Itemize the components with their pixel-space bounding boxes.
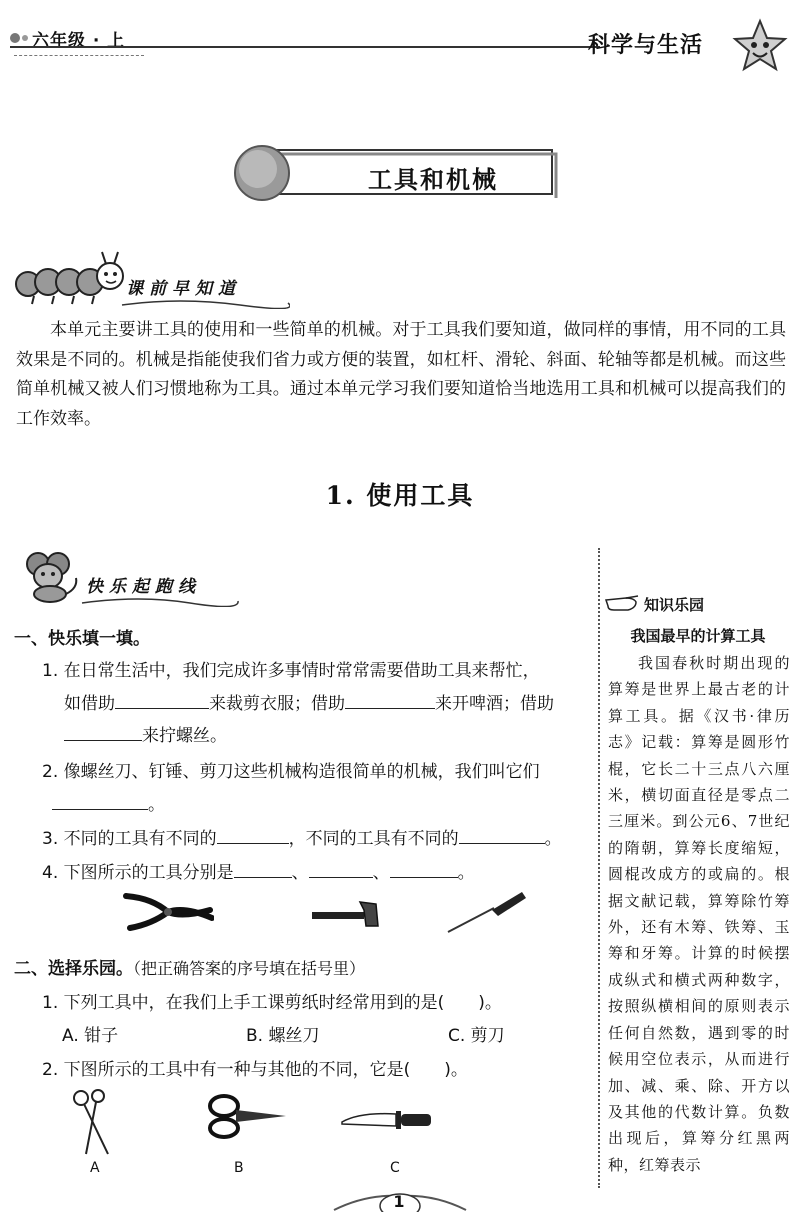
answer-blank[interactable] — [115, 690, 209, 709]
page-number: 1 — [393, 1192, 405, 1211]
choice-question-1: 1. 下列工具中，在我们上手工课剪纸时经常用到的是( )。 — [42, 993, 502, 1013]
question-text: 1. 在日常生活中，我们完成许多事情时常常需要借助工具来帮忙， — [42, 661, 540, 681]
header-dashed-rule — [14, 55, 144, 56]
section2-heading — [14, 954, 365, 979]
question-text: 。 — [457, 863, 475, 883]
question-2-line2 — [52, 790, 165, 815]
image-label-c: C — [390, 1160, 400, 1176]
grade-label: 六年级 · 上 — [32, 31, 126, 51]
answer-blank[interactable] — [309, 859, 373, 878]
pointing-hand-icon — [604, 592, 640, 618]
question-1-line1 — [42, 656, 540, 681]
section2-title: 二、选择乐园。 — [14, 959, 133, 979]
mouse-icon — [18, 548, 82, 608]
surgical-scissors-icon — [70, 1088, 116, 1162]
section1-heading: 一、快乐填一填。 — [14, 629, 150, 649]
answer-blank[interactable] — [345, 690, 435, 709]
question-text: 3. 不同的工具有不同的 — [42, 829, 217, 849]
image-label-a: A — [90, 1160, 100, 1176]
image-label-b: B — [234, 1160, 244, 1176]
choice-option-a[interactable]: A. 钳子 — [62, 1026, 119, 1046]
knowledge-corner-heading: 知识乐园 — [644, 596, 705, 614]
preview-banner: 课前早知道 — [126, 279, 241, 299]
choice-question-2: 2. 下图所示的工具中有一种与其他的不同，它是( )。 — [42, 1060, 468, 1080]
question-text: ，不同的工具有不同的 — [288, 829, 459, 849]
question-text: 、 — [372, 863, 390, 883]
answer-blank[interactable] — [234, 859, 292, 878]
star-mascot-icon — [732, 18, 788, 74]
answer-blank[interactable] — [52, 791, 148, 810]
question-1-line2 — [64, 689, 554, 714]
question-text: 来裁剪衣服；借助 — [209, 694, 345, 714]
answer-blank[interactable] — [390, 859, 458, 878]
answer-blank[interactable] — [459, 825, 545, 844]
question-text: 来拧螺丝。 — [142, 726, 227, 746]
question-text: 。 — [148, 795, 165, 815]
question-text: 、 — [291, 863, 309, 883]
question-1-line3 — [64, 721, 227, 746]
question-text: 。 — [544, 829, 562, 849]
column-separator — [598, 548, 600, 1188]
sidebar-article-text: 我国春秋时期出现的算筹是世界上最古老的计算工具。据《汉书·律历志》记载：算筹是圆形竹棍，它长二十三点八六厘米，横切面直径是零点二三厘米。到公元6、7世纪的隋朝，算筹长度缩短，圆棍改成方的或扁的。根据文献记载，算筹除竹筹外，还有木筹、铁筹、玉筹和牙筹。计算的时候摆成纵式和横式两种数字，按照纵横相间的原则表示任何自然数，遇到零的时候用空位表示，从而进行加、减、乘、除、开方以及其他的代数计算。负数出现后，算筹分红黑两种，红筹表示 — [608, 654, 790, 1174]
lesson-title: 1. 使用工具 — [325, 481, 475, 510]
hammer-icon — [310, 896, 380, 936]
unit-title: 工具和机械 — [368, 166, 498, 194]
answer-blank[interactable] — [217, 825, 289, 844]
sidebar-article-title: 我国最早的计算工具 — [630, 627, 766, 645]
preview-text: 本单元主要讲工具的使用和一些简单的机械。对于工具我们要知道，做同样的事情，用不同的工具效果是不同的。机械是指能使我们省力或方便的装置，如杠杆、滑轮、斜面、轮轴等都是机械。而这些简单机械又被人们习惯地称为工具。通过本单元学习我们要知道恰当地选用工具和机械可以提高我们的工作效率。 — [16, 320, 786, 429]
question-2-line1 — [42, 757, 540, 782]
practice-banner: 快乐起跑线 — [86, 577, 201, 597]
answer-blank[interactable] — [64, 722, 142, 741]
screwdriver-icon — [444, 888, 528, 940]
banner-underline — [80, 592, 240, 611]
caterpillar-icon — [14, 248, 124, 312]
choice-option-c[interactable]: C. 剪刀 — [448, 1026, 505, 1046]
question-4 — [42, 858, 475, 883]
question-text: 4. 下图所示的工具分别是 — [42, 863, 234, 883]
banner-underline — [120, 294, 290, 313]
header-rule — [10, 46, 600, 48]
section2-note: （把正确答案的序号填在括号里） — [133, 959, 366, 978]
question-text: 来开啤酒；借助 — [435, 694, 554, 714]
pliers-icon — [122, 888, 214, 940]
choice-option-b[interactable]: B. 螺丝刀 — [246, 1026, 320, 1046]
scissors-icon — [206, 1092, 288, 1144]
question-text: 2. 像螺丝刀、钉锤、剪刀这些机械构造很简单的机械，我们叫它们 — [42, 762, 540, 782]
knife-icon — [340, 1108, 434, 1136]
question-3 — [42, 824, 562, 849]
question-text: 如借助 — [64, 694, 115, 714]
book-title: 科学与生活 — [588, 33, 704, 58]
